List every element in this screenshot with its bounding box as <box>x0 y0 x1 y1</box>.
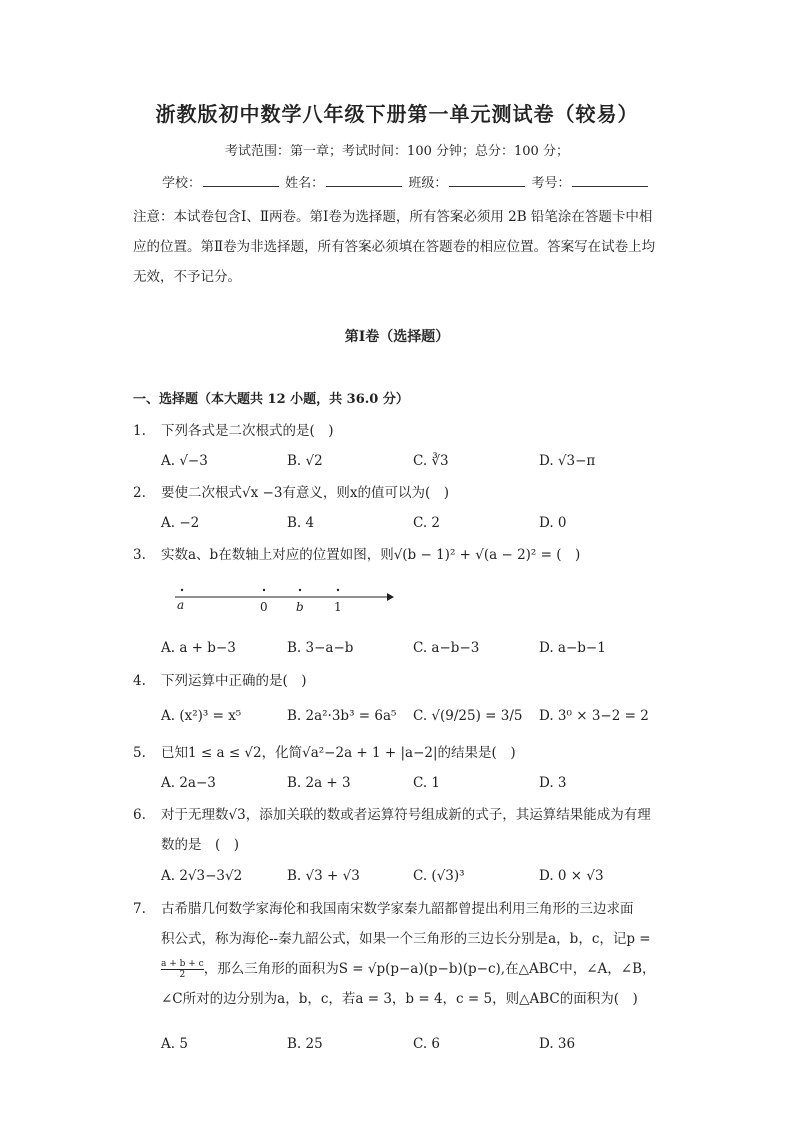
option-c[interactable]: C. √(9/25) = 3/5 <box>413 708 523 724</box>
number-line-figure <box>175 582 395 622</box>
option-c[interactable]: C. a−b−3 <box>413 640 480 656</box>
name-blank[interactable] <box>326 174 402 187</box>
point-a <box>181 589 183 591</box>
section-title: 一、选择题（本大题共 12 小题，共 36.0 分） <box>133 392 409 407</box>
point-one <box>337 589 339 591</box>
question-1 <box>133 416 663 446</box>
question-number: 3. <box>133 547 146 563</box>
option-d[interactable]: D. 3 <box>539 775 567 791</box>
option-a[interactable]: A. √−3 <box>161 453 208 469</box>
label-b: b <box>296 600 304 614</box>
option-d[interactable]: D. a−b−1 <box>539 640 606 656</box>
question-6 <box>133 800 663 860</box>
part-title: 第Ⅰ卷（选择题） <box>344 329 450 345</box>
question-stem: 对于无理数√3，添加关联的数或者运算符号组成新的式子，其运算结果能成为有理数的是 ( ) <box>161 807 651 853</box>
school-label: 学校： <box>162 176 202 191</box>
question-2-options <box>161 515 671 535</box>
stem-line <box>161 954 663 984</box>
option-c[interactable]: C. 6 <box>413 1036 441 1052</box>
question-stem: 要使二次根式√x −3有意义，则x的值可以为( ) <box>161 485 450 501</box>
stem-line: 古希腊几何数学家海伦和我国南宋数学家秦九韶都曾提出利用三角形的三边求面 <box>161 901 634 917</box>
option-a[interactable]: A. 2a−3 <box>161 775 216 791</box>
label-one: 1 <box>334 600 342 614</box>
option-d[interactable]: D. 0 <box>539 515 567 531</box>
question-number: 1. <box>133 423 146 439</box>
number-line-svg <box>175 582 395 622</box>
question-stem: 实数a、b在数轴上对应的位置如图，则√(b − 1)² + √(a − 2)² = ( ) <box>161 547 581 563</box>
question-stem: 下列运算中正确的是( ) <box>161 673 307 689</box>
question-4-options <box>161 708 671 728</box>
fraction-numerator: a + b + c <box>161 959 204 969</box>
question-stem: 已知1 ≤ a ≤ √2，化简√a²−2a + 1 + |a−2|的结果是( ) <box>161 745 516 761</box>
option-a[interactable]: A. 2√3−3√2 <box>161 868 243 884</box>
fraction-denominator: 2 <box>179 970 186 980</box>
option-c[interactable]: C. 2 <box>413 515 441 531</box>
option-a[interactable]: A. (x²)³ = x⁵ <box>161 708 242 724</box>
option-d[interactable]: D. 0 × √3 <box>539 868 604 884</box>
option-b[interactable]: B. 2a + 3 <box>287 775 351 791</box>
question-2 <box>133 478 663 508</box>
option-a[interactable]: A. 5 <box>161 1036 188 1052</box>
exam-no-label: 考号： <box>531 176 571 191</box>
label-a: a <box>177 598 185 612</box>
question-3-options <box>161 640 671 660</box>
option-c[interactable]: C. (√3)³ <box>413 868 465 884</box>
name-label: 姓名： <box>285 176 325 191</box>
question-6-options <box>161 868 671 888</box>
point-zero <box>263 589 265 591</box>
question-5 <box>133 738 663 768</box>
student-fields <box>162 172 650 191</box>
stem-line-text: ，那么三角形的面积为S = √p(p−a)(p−b)(p−c),在△ABC中，∠A，∠B， <box>203 961 656 977</box>
option-a[interactable]: A. a + b−3 <box>161 640 236 656</box>
question-stem <box>161 894 663 1014</box>
stem-line: 积公式，称为海伦--秦九韶公式，如果一个三角形的三边长分别是a，b，c，记p = <box>161 931 651 947</box>
question-number: 4. <box>133 673 146 689</box>
fraction <box>161 959 204 980</box>
class-label: 班级： <box>408 176 448 191</box>
option-d[interactable]: D. 36 <box>539 1036 576 1052</box>
question-7 <box>133 894 663 1014</box>
option-b[interactable]: B. √2 <box>287 453 323 469</box>
question-3 <box>133 540 663 570</box>
option-b[interactable]: B. 25 <box>287 1036 323 1052</box>
exam-title: 浙教版初中数学八年级下册第一单元测试卷（较易） <box>155 102 639 126</box>
label-zero: 0 <box>260 600 268 614</box>
stem-line: ∠C所对的边分别为a，b，c，若a = 3，b = 4，c = 5，则△ABC的面积为( ) <box>161 991 638 1007</box>
class-blank[interactable] <box>449 174 525 187</box>
option-c[interactable]: C. ∛3 <box>413 453 449 469</box>
exam-notice: 注意：本试卷包含Ⅰ、Ⅱ两卷。第Ⅰ卷为选择题，所有答案必须用 2B 铅笔涂在答题卡中相应的位置。第Ⅱ卷为非选择题，所有答案必须填在答题卷的相应位置。答案写在试卷上均无效，不予记分。 <box>133 209 656 285</box>
exam-info: 考试范围：第一章；考试时间：100 分钟；总分：100 分； <box>225 144 569 159</box>
arrow-icon <box>387 593 394 601</box>
point-b <box>299 589 301 591</box>
question-number: 7. <box>133 901 146 917</box>
option-c[interactable]: C. 1 <box>413 775 441 791</box>
school-blank[interactable] <box>203 174 279 187</box>
exam-no-blank[interactable] <box>572 174 648 187</box>
option-b[interactable]: B. 3−a−b <box>287 640 354 656</box>
question-number: 6. <box>133 807 146 823</box>
question-1-options <box>161 453 671 473</box>
question-number: 5. <box>133 745 146 761</box>
option-b[interactable]: B. √3 + √3 <box>287 868 360 884</box>
option-b[interactable]: B. 4 <box>287 515 315 531</box>
question-5-options <box>161 775 671 795</box>
question-number: 2. <box>133 485 146 501</box>
question-4 <box>133 666 663 696</box>
option-b[interactable]: B. 2a²·3b³ = 6a⁵ <box>287 708 397 724</box>
option-d[interactable]: D. √3−π <box>539 453 596 469</box>
option-a[interactable]: A. −2 <box>161 515 200 531</box>
question-stem: 下列各式是二次根式的是( ) <box>161 423 334 439</box>
question-7-options <box>161 1036 671 1056</box>
option-d[interactable]: D. 3⁰ × 3−2 = 2 <box>539 708 649 724</box>
